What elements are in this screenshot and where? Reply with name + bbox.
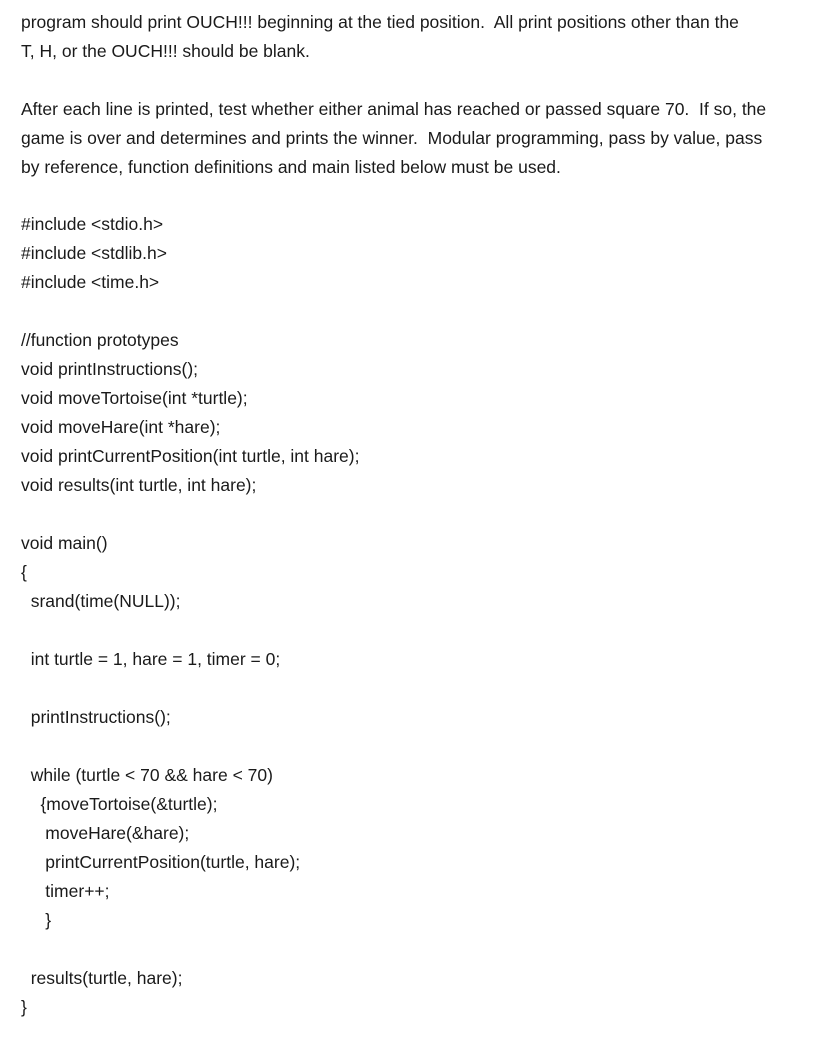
code-line-srand: srand(time(NULL)); <box>21 591 181 611</box>
paragraph-2-line-2: game is over and determines and prints the winner. Modular programming, pass by value, pass <box>21 128 763 148</box>
code-line-move-tortoise-call: {moveTortoise(&turtle); <box>21 794 218 814</box>
paragraph-1-line-1: program should print OUCH!!! beginning at the tied position. All print positions other than the <box>21 12 739 32</box>
code-line-proto-move-hare: void moveHare(int *hare); <box>21 417 221 437</box>
code-line-results-call: results(turtle, hare); <box>21 968 183 988</box>
code-line-timer-increment: timer++; <box>21 881 110 901</box>
code-line-proto-print-position: void printCurrentPosition(int turtle, int hare); <box>21 446 360 466</box>
code-line-open-brace: { <box>21 562 27 582</box>
code-line-move-hare-call: moveHare(&hare); <box>21 823 190 843</box>
code-line-proto-results: void results(int turtle, int hare); <box>21 475 257 495</box>
code-line-while: while (turtle < 70 && hare < 70) <box>21 765 273 785</box>
code-line-while-close-brace: } <box>21 910 52 930</box>
code-line-print-position-call: printCurrentPosition(turtle, hare); <box>21 852 301 872</box>
code-line-main: void main() <box>21 533 108 553</box>
paragraph-2-line-1: After each line is printed, test whether either animal has reached or passed square 70. If so, the <box>21 99 767 119</box>
code-line-comment: //function prototypes <box>21 330 179 350</box>
code-line-include-stdlib: #include <stdlib.h> <box>21 243 167 263</box>
code-line-proto-print-instructions: void printInstructions(); <box>21 359 199 379</box>
code-line-include-stdio: #include <stdio.h> <box>21 214 164 234</box>
paragraph-1-line-2: T, H, or the OUCH!!! should be blank. <box>21 41 310 61</box>
code-line-declarations: int turtle = 1, hare = 1, timer = 0; <box>21 649 281 669</box>
code-line-proto-move-tortoise: void moveTortoise(int *turtle); <box>21 388 248 408</box>
code-line-print-instructions-call: printInstructions(); <box>21 707 171 727</box>
code-line-include-time: #include <time.h> <box>21 272 160 292</box>
code-line-close-brace: } <box>21 997 27 1017</box>
paragraph-2-line-3: by reference, function definitions and main listed below must be used. <box>21 157 561 177</box>
